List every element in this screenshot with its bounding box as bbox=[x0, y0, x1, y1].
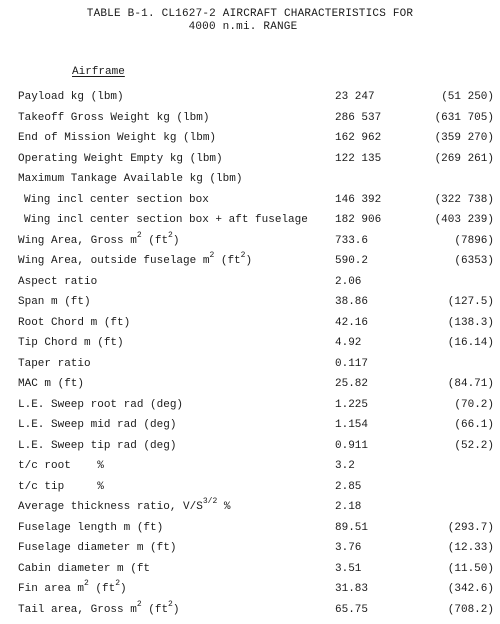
label-text: Takeoff Gross Weight kg (lbm) bbox=[18, 112, 209, 124]
english-value: (7896) bbox=[400, 235, 494, 247]
si-value: 1.154 bbox=[335, 419, 368, 431]
row-label bbox=[18, 91, 124, 103]
si-value: 2.18 bbox=[335, 501, 361, 513]
row-label bbox=[24, 194, 209, 206]
si-value: 3.2 bbox=[335, 460, 355, 472]
label-text: Tail area, Gross m bbox=[18, 604, 137, 616]
si-value: 1.225 bbox=[335, 399, 368, 411]
label-superscript: 2 bbox=[209, 251, 214, 260]
si-value: 65.75 bbox=[335, 604, 368, 616]
label-text: ) bbox=[120, 583, 127, 595]
section-heading: Airframe bbox=[72, 66, 125, 78]
row-label bbox=[18, 583, 127, 595]
table-row bbox=[0, 399, 500, 420]
table-row bbox=[0, 173, 500, 194]
table-row bbox=[0, 522, 500, 543]
label-text: Average thickness ratio, V/S bbox=[18, 501, 203, 513]
table-row bbox=[0, 378, 500, 399]
english-value: (66.1) bbox=[400, 419, 494, 431]
label-text: Fuselage length m (ft) bbox=[18, 522, 163, 534]
english-value: (51 250) bbox=[400, 91, 494, 103]
label-text: Maximum Tankage Available kg (lbm) bbox=[18, 173, 242, 185]
row-label bbox=[18, 440, 176, 452]
english-value: (70.2) bbox=[400, 399, 494, 411]
label-text: Aspect ratio bbox=[18, 276, 97, 288]
row-label bbox=[18, 460, 104, 472]
label-text: Payload kg (lbm) bbox=[18, 91, 124, 103]
si-value: 25.82 bbox=[335, 378, 368, 390]
english-value: (84.71) bbox=[400, 378, 494, 390]
row-label bbox=[18, 399, 183, 411]
si-value: 162 962 bbox=[335, 132, 381, 144]
row-label bbox=[18, 132, 216, 144]
table-row bbox=[0, 296, 500, 317]
label-superscript: 2 bbox=[137, 600, 142, 609]
row-label bbox=[18, 276, 97, 288]
label-text: Span m (ft) bbox=[18, 296, 91, 308]
row-label bbox=[18, 235, 179, 247]
english-value: (342.6) bbox=[400, 583, 494, 595]
table-row bbox=[0, 358, 500, 379]
label-superscript: 2 bbox=[168, 600, 173, 609]
row-label bbox=[18, 604, 179, 616]
si-value: 3.51 bbox=[335, 563, 361, 575]
english-value: (6353) bbox=[400, 255, 494, 267]
row-label bbox=[18, 173, 242, 185]
english-value: (11.50) bbox=[400, 563, 494, 575]
table-row bbox=[0, 604, 500, 624]
si-value: 2.85 bbox=[335, 481, 361, 493]
row-label bbox=[18, 317, 130, 329]
english-value: (269 261) bbox=[400, 153, 494, 165]
row-label bbox=[18, 563, 150, 575]
row-label bbox=[18, 419, 176, 431]
table-title-line2: 4000 n.mi. RANGE bbox=[0, 21, 500, 34]
label-text: Cabin diameter m (ft bbox=[18, 563, 150, 575]
label-text: Root Chord m (ft) bbox=[18, 317, 130, 329]
label-superscript: 2 bbox=[241, 251, 246, 260]
row-label bbox=[18, 255, 252, 267]
table-row bbox=[0, 481, 500, 502]
label-text: t/c root % bbox=[18, 460, 104, 472]
table-row bbox=[0, 276, 500, 297]
row-label bbox=[18, 153, 223, 165]
row-label bbox=[18, 522, 163, 534]
si-value: 122 135 bbox=[335, 153, 381, 165]
label-superscript: 2 bbox=[168, 231, 173, 240]
table-row bbox=[0, 563, 500, 584]
label-text: (ft bbox=[214, 255, 240, 267]
si-value: 23 247 bbox=[335, 91, 375, 103]
english-value: (16.14) bbox=[400, 337, 494, 349]
label-text: L.E. Sweep mid rad (deg) bbox=[18, 419, 176, 431]
label-text: Fin area m bbox=[18, 583, 84, 595]
si-value: 31.83 bbox=[335, 583, 368, 595]
row-label bbox=[18, 296, 91, 308]
row-label bbox=[18, 481, 104, 493]
table-row bbox=[0, 542, 500, 563]
label-superscript: 2 bbox=[84, 579, 89, 588]
table-row bbox=[0, 235, 500, 256]
label-text: Taper ratio bbox=[18, 358, 91, 370]
english-value: (293.7) bbox=[400, 522, 494, 534]
english-value: (127.5) bbox=[400, 296, 494, 308]
label-text: L.E. Sweep tip rad (deg) bbox=[18, 440, 176, 452]
si-value: 3.76 bbox=[335, 542, 361, 554]
label-text: % bbox=[217, 501, 230, 513]
table-row bbox=[0, 112, 500, 133]
english-value: (12.33) bbox=[400, 542, 494, 554]
label-text: Wing Area, Gross m bbox=[18, 235, 137, 247]
table-row bbox=[0, 153, 500, 174]
english-value: (708.2) bbox=[400, 604, 494, 616]
table-row bbox=[0, 317, 500, 338]
table-row bbox=[0, 440, 500, 461]
table-row bbox=[0, 419, 500, 440]
label-text: Wing Area, outside fuselage m bbox=[18, 255, 209, 267]
english-value: (52.2) bbox=[400, 440, 494, 452]
characteristics-table bbox=[0, 91, 500, 624]
label-text: (ft bbox=[142, 604, 168, 616]
si-value: 4.92 bbox=[335, 337, 361, 349]
row-label bbox=[18, 337, 124, 349]
label-text: MAC m (ft) bbox=[18, 378, 84, 390]
table-title-line1: TABLE B-1. CL1627-2 AIRCRAFT CHARACTERISTICS FOR bbox=[0, 8, 500, 21]
label-text: Wing incl center section box bbox=[24, 194, 209, 206]
label-superscript: 2 bbox=[137, 231, 142, 240]
table-row bbox=[0, 255, 500, 276]
english-value: (631 705) bbox=[400, 112, 494, 124]
si-value: 0.911 bbox=[335, 440, 368, 452]
si-value: 42.16 bbox=[335, 317, 368, 329]
english-value: (359 270) bbox=[400, 132, 494, 144]
si-value: 286 537 bbox=[335, 112, 381, 124]
table-row bbox=[0, 214, 500, 235]
label-text: t/c tip % bbox=[18, 481, 104, 493]
label-text: (ft bbox=[89, 583, 115, 595]
si-value: 38.86 bbox=[335, 296, 368, 308]
label-superscript: 2 bbox=[115, 579, 120, 588]
si-value: 182 906 bbox=[335, 214, 381, 226]
label-text: (ft bbox=[142, 235, 168, 247]
si-value: 89.51 bbox=[335, 522, 368, 534]
row-label bbox=[24, 214, 308, 226]
english-value: (138.3) bbox=[400, 317, 494, 329]
label-superscript: 3/2 bbox=[203, 497, 217, 506]
label-text: Wing incl center section box + aft fuselage bbox=[24, 214, 308, 226]
si-value: 146 392 bbox=[335, 194, 381, 206]
table-row bbox=[0, 91, 500, 112]
table-row bbox=[0, 460, 500, 481]
label-text: ) bbox=[173, 604, 180, 616]
english-value: (403 239) bbox=[400, 214, 494, 226]
label-text: Tip Chord m (ft) bbox=[18, 337, 124, 349]
label-text: ) bbox=[173, 235, 180, 247]
row-label bbox=[18, 358, 91, 370]
row-label bbox=[18, 112, 209, 124]
label-text: L.E. Sweep root rad (deg) bbox=[18, 399, 183, 411]
label-text: ) bbox=[245, 255, 252, 267]
table-row bbox=[0, 583, 500, 604]
english-value: (322 738) bbox=[400, 194, 494, 206]
table-row bbox=[0, 132, 500, 153]
si-value: 733.6 bbox=[335, 235, 368, 247]
si-value: 590.2 bbox=[335, 255, 368, 267]
row-label bbox=[18, 542, 176, 554]
label-text: Operating Weight Empty kg (lbm) bbox=[18, 153, 223, 165]
label-text: Fuselage diameter m (ft) bbox=[18, 542, 176, 554]
si-value: 2.06 bbox=[335, 276, 361, 288]
row-label bbox=[18, 378, 84, 390]
table-row bbox=[0, 337, 500, 358]
table-row bbox=[0, 194, 500, 215]
row-label bbox=[18, 501, 230, 513]
label-text: End of Mission Weight kg (lbm) bbox=[18, 132, 216, 144]
table-row bbox=[0, 501, 500, 522]
table-title bbox=[0, 8, 500, 34]
si-value: 0.117 bbox=[335, 358, 368, 370]
